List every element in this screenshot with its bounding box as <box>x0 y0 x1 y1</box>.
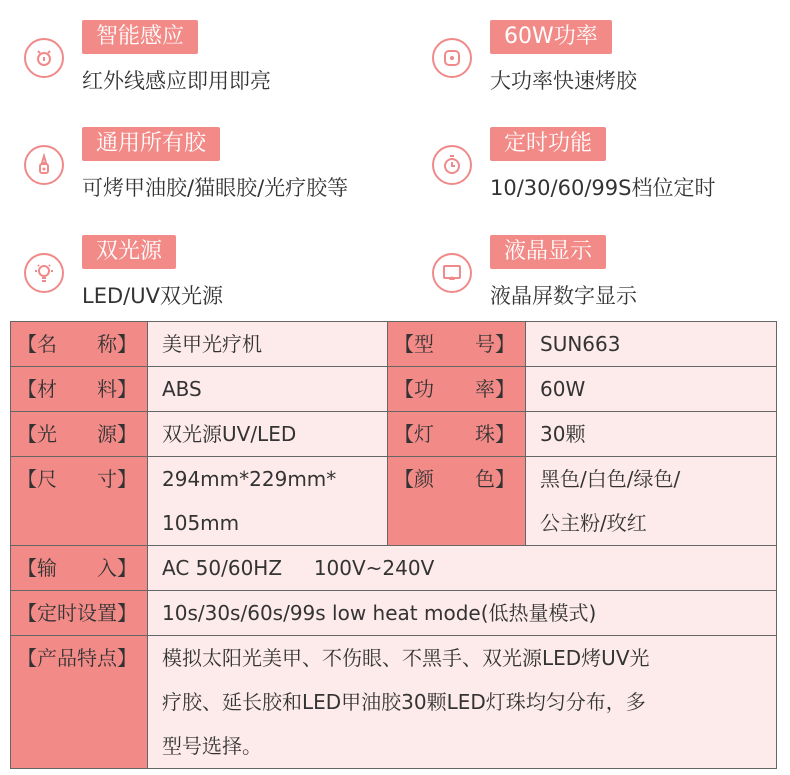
feature-lcd <box>432 235 790 325</box>
feature-tag: 通用所有胶 <box>82 127 220 161</box>
spec-label: 【名 称】 <box>11 322 148 367</box>
spec-label: 【输 入】 <box>11 546 148 591</box>
spec-value: 黑色/白色/绿色/ 公主粉/玫红 <box>526 457 777 546</box>
feature-desc: 可烤甲油胶/猫眼胶/光疗胶等 <box>82 176 349 200</box>
feature-dual-light <box>24 235 384 325</box>
spec-value: SUN663 <box>526 322 777 367</box>
feature-desc: LED/UV双光源 <box>82 284 223 308</box>
spec-value: 10s/30s/60s/99s low heat mode(低热量模式) <box>148 591 777 636</box>
feature-universal-gel <box>24 127 384 217</box>
table-row <box>11 591 777 636</box>
spec-value: ABS <box>148 367 388 412</box>
touch-sensor-icon <box>24 38 64 78</box>
table-row <box>11 367 777 412</box>
feature-power <box>432 20 790 110</box>
spec-value: 模拟太阳光美甲、不伤眼、不黑手、双光源LED烤UV光 疗胶、延长胶和LED甲油胶30颗LED灯珠均匀分布，多 型号选择。 <box>148 636 777 769</box>
feature-tag: 双光源 <box>82 235 176 269</box>
feature-tag: 液晶显示 <box>490 235 606 269</box>
timer-icon <box>432 145 472 185</box>
spec-value: 美甲光疗机 <box>148 322 388 367</box>
feature-desc: 大功率快速烤胶 <box>490 69 637 93</box>
feature-tag: 60W功率 <box>490 20 612 54</box>
spec-label: 【产品特点】 <box>11 636 148 769</box>
feature-timer <box>432 127 790 217</box>
spec-value: AC 50/60HZ 100V~240V <box>148 546 777 591</box>
table-row <box>11 636 777 769</box>
spec-label: 【功 率】 <box>388 367 526 412</box>
spec-label: 【颜 色】 <box>388 457 526 546</box>
spec-value: 60W <box>526 367 777 412</box>
spec-value: 30颗 <box>526 412 777 457</box>
feature-desc: 红外线感应即用即亮 <box>82 69 271 93</box>
power-icon <box>432 38 472 78</box>
spec-label: 【材 料】 <box>11 367 148 412</box>
nail-polish-icon <box>24 145 64 185</box>
feature-tag: 智能感应 <box>82 20 198 54</box>
table-row <box>11 322 777 367</box>
spec-value: 294mm*229mm* 105mm <box>148 457 388 546</box>
spec-label: 【型 号】 <box>388 322 526 367</box>
feature-tag: 定时功能 <box>490 127 606 161</box>
feature-smart-sensor <box>24 20 384 110</box>
bulb-icon <box>24 253 64 293</box>
spec-table <box>10 321 777 769</box>
table-row <box>11 457 777 546</box>
spec-label: 【光 源】 <box>11 412 148 457</box>
spec-label: 【灯 珠】 <box>388 412 526 457</box>
spec-label: 【尺 寸】 <box>11 457 148 546</box>
feature-desc: 10/30/60/99S档位定时 <box>490 176 716 200</box>
display-icon <box>432 253 472 293</box>
table-row <box>11 546 777 591</box>
table-row <box>11 412 777 457</box>
spec-value: 双光源UV/LED <box>148 412 388 457</box>
feature-desc: 液晶屏数字显示 <box>490 284 637 308</box>
spec-label: 【定时设置】 <box>11 591 148 636</box>
